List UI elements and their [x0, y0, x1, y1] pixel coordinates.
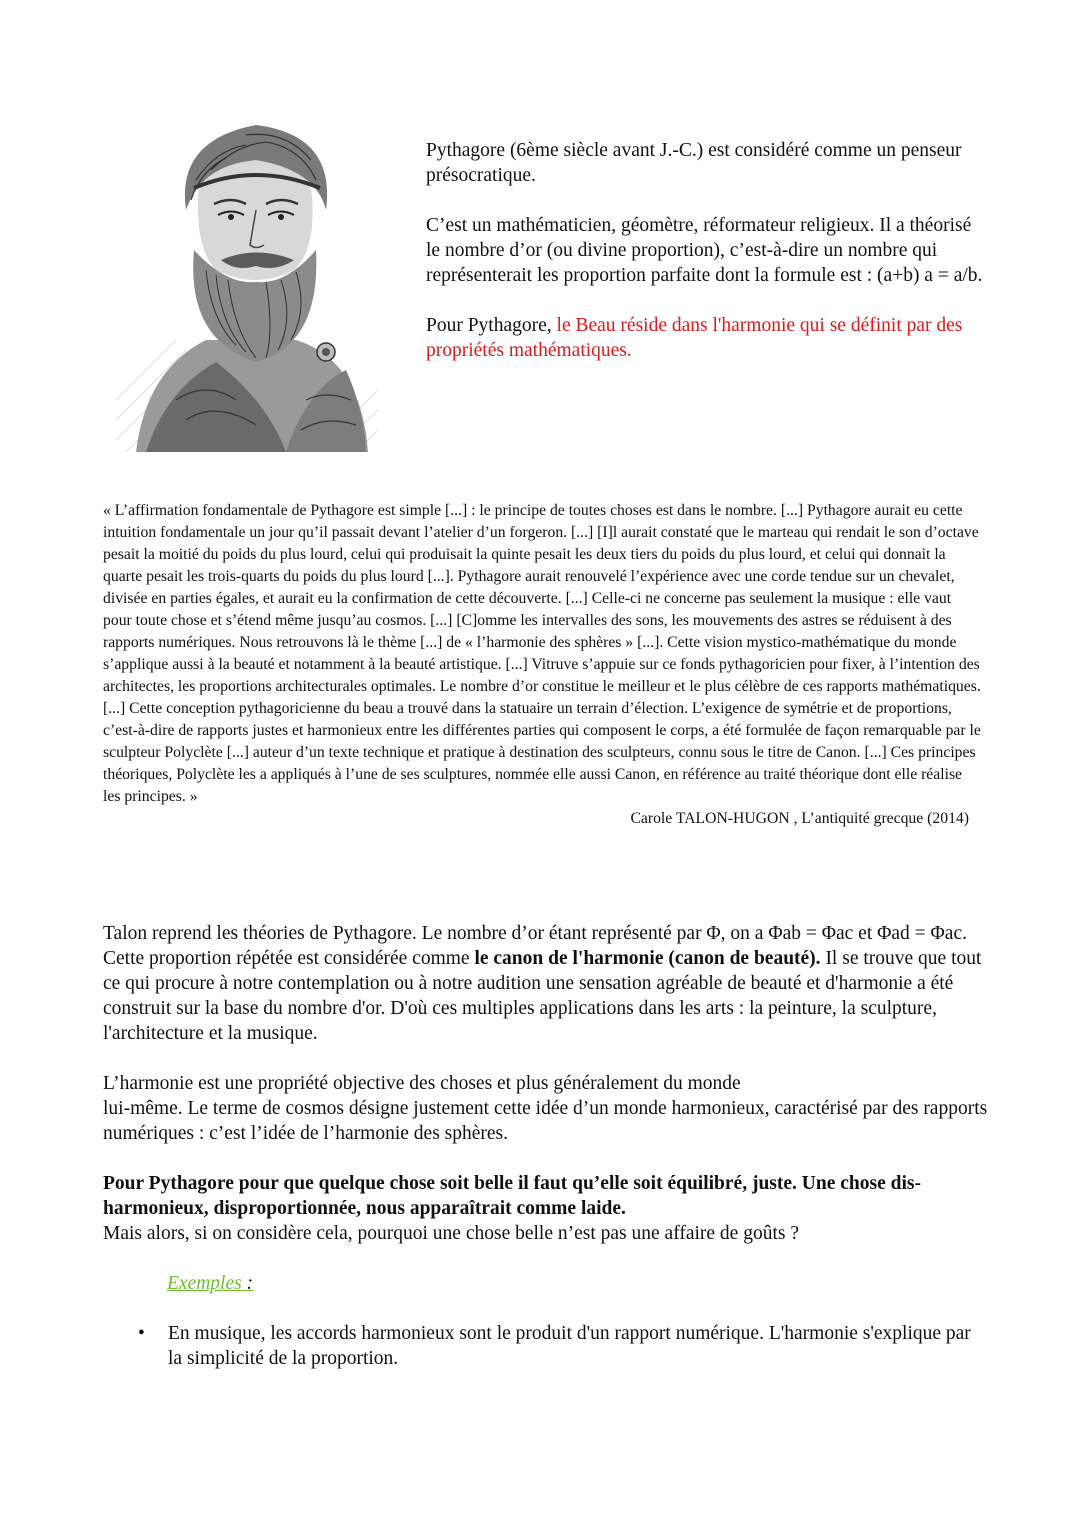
talon-paragraph [103, 921, 988, 1046]
examples-list [103, 1321, 988, 1371]
pythagoras-portrait [116, 100, 378, 452]
talon-paragraph-part-1: Talon reprend les théories de Pythagore. Le nombre d’or étant représenté par Φ, on a Φab = Φac et Φad = Φac. Cette proportion répétée est considérée comme [103, 923, 967, 969]
bullet-icon: • [138, 1323, 145, 1344]
intro-paragraph-3 [426, 313, 986, 363]
examples-heading [167, 1271, 988, 1296]
quotation-text: « L’affirmation fondamentale de Pythagore est simple [...] : le principe de toutes choses est dans le nombre. [...] Pythagore aurait eu cette intuition fondamentale un jour qu’il passait devant l’atelier d’un forgeron. [...] [I]l aurait constaté que le marteau qui rendait le son d’octave pesait la moitié du poids du plus lourd, celui qui produisait la quinte pesait les deux tiers du poids du plus lourd, et celui qui donnait la quarte pesait les trois-quarts du poids du plus lourd [...]. Pythagore aurait renouvelé l’expérience avec une corde tendue sur un chevalet, divisée en parties égales, et aurait eu la confirmation de cette découverte. [...] Celle-ci ne concerne pas seulement la musique : elle vaut pour toute chose et s’étend même jusqu’au cosmos. [...] [C]omme les intervalles des sons, les mouvements des astres se réduisent à des rapports numériques. Nous retrouvons là le thème [...] de « l’harmonie des sphères » [...]. Cette vision mystico-mathématique du monde s’applique aussi à la beauté et notamment à la beauté artistique. [...] Vitruve s’appuie sur ce fonds pythagoricien pour fixer, à l’intention des architectes, les proportions architecturales optimales. Le nombre d’or constitue le meilleur et le plus célèbre de ces rapports mathématiques. [...] Cette conception pythagoricienne du beau a trouvé dans la statuaire un terrain d’élection. L’exigence de symétrie et de proportions, c’est-à-dire de rapports justes et harmonieux entre les différentes parties qui composent le corps, a été formulée de façon remarquable par le sculpteur Polyclète [...] auteur d’un texte technique et pratique à destination des sculpteurs, connu sous le titre de Canon. [...] Ces principes théoriques, Polyclète les a appliqués à l’une de ses sculptures, nommée elle aussi Canon, en référence au traité théorique dont elle réalise les principes. » [103, 502, 981, 805]
example-music-text: En musique, les accords harmonieux sont le produit d'un rapport numérique. L'harmonie s'explique par la simplicité de la proportion. [168, 1323, 971, 1369]
intro-paragraph-1: Pythagore (6ème siècle avant J.-C.) est considéré comme un penseur présocratique. [426, 140, 962, 186]
canon-of-harmony-bold: le canon de l'harmonie (canon de beauté). [474, 948, 821, 969]
harmony-paragraph [103, 1071, 988, 1146]
quotation-block [103, 500, 983, 830]
pythagoras-beauty-bold: Pour Pythagore pour que quelque chose soit belle il faut qu’elle soit équilibré, juste. Une chose dis-harmonieux, disproportionnée, nous apparaîtrait comme laide. [103, 1173, 921, 1219]
harmony-paragraph-line-1: L’harmonie est une propriété objective des choses et plus généralement du monde [103, 1073, 741, 1094]
question-paragraph: Mais alors, si on considère cela, pourquoi une chose belle n’est pas une affaire de goûts ? [103, 1223, 800, 1244]
examples-heading-label: Exemples [167, 1273, 247, 1294]
beauty-definition-highlight: le Beau réside dans l'harmonie qui se définit par des propriétés mathématiques. [426, 315, 963, 361]
intro-paragraph-2: C’est un mathématicien, géomètre, réformateur religieux. Il a théorisé le nombre d’or (ou divine proportion), c’est-à-dire un nombre qui représenterait les proportion parfaite dont la formule est : (a+b) a = a/b. [426, 215, 983, 286]
harmony-paragraph-rest: lui-même. Le terme de cosmos désigne justement cette idée d’un monde harmonieux, caractérisé par des rapports numériques : c’est l’idée de l’harmonie des sphères. [103, 1098, 988, 1144]
list-item [103, 1321, 988, 1371]
intro-paragraph-3-prefix: Pour Pythagore, [426, 315, 557, 336]
quotation-source: Carole TALON-HUGON , L’antiquité grecque (2014) [630, 810, 969, 827]
examples-heading-colon: : [246, 1273, 254, 1294]
main-text-section [103, 921, 988, 1371]
intro-section [426, 138, 986, 388]
talon-paragraph-part-2: Il se trouve que tout ce qui procure à notre contemplation ou à notre audition une sensation agréable de beauté et d'harmonie a été construit sur la base du nombre d'or. D'où ces multiples applications dans les arts : la peinture, la sculpture, l'architecture et la musique. [103, 948, 982, 1044]
pythagoras-beauty-statement [103, 1171, 988, 1221]
